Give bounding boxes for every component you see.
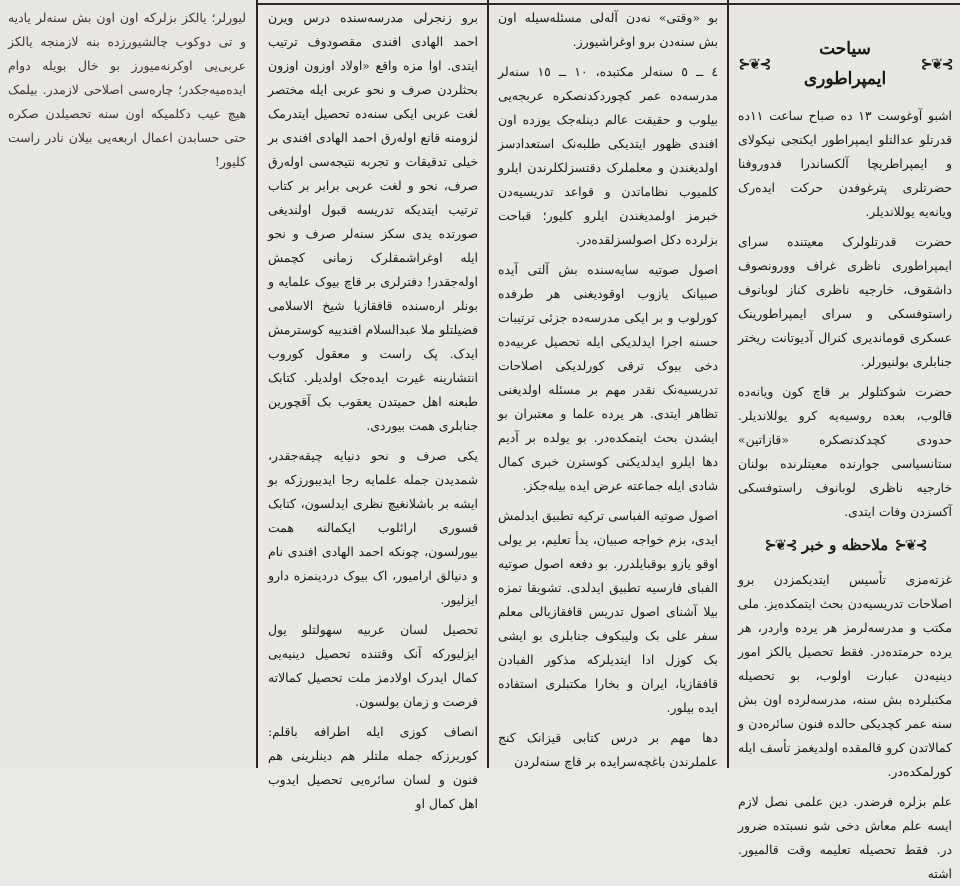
column-rule — [256, 0, 258, 768]
column-4 — [0, 0, 254, 768]
paragraph: علم بزلرە فرضدر. دین علمی نصل لازم ایسە علم معاش دخی شو نسبتدە ضرور در. فقط تحصیلە تعلیمە وقت قالمیور. اشتە — [738, 794, 952, 881]
paragraph: دها مهم بر درس کتابی قیزانک کنج علملرندن باغچەسرایدە بر قاچ سنەلردن — [498, 730, 718, 769]
ornament-right: ⊱❦⊰ — [920, 55, 952, 73]
column-2 — [490, 0, 726, 768]
section-heading-imperial-journey — [738, 34, 952, 94]
paragraph: اصول صوتیە الفباسی ترکیە تطبیق ایدلمش ایدی، بزم خواجە صبیان، یدأ تعلیم، بر یولی اوقو یازو بوقبایلدرر. بو دفعە اصول صوتیە الفبای فارسیە تطبیق ایدلدی. تشویقا تمزە بیلا آشنای اصول تدریس قافقازیالی معلم سفر علی بک ولیبکوف جنابلری بو ایشی بک کوزل ادا ایتدیلرکە مذکور الفبادن قافقازیا، ایران و بخارا مکتبلری استفادە ایدە بیلور. — [498, 508, 718, 715]
paragraph: برو زنجرلی مدرسەسندە درس ویرن احمد الهادی افندی مقصودوف ترتیب ایتدی. اوا مزە واقع «اولاد اوزون اوزون بحثلردن صرف و نحو عربی ایلە مختصر لغت عربی ایکی سنەدە تحصیل ایتدرمک لزومنە قانع اولەرق احمد الهادی افندی بر خیلی تدقیقات و تجربە نتیجەسی اولەرق صرف، نحو و لغت عربی برابر بر کتاب ترتیب ایتدیکە تدریسە قبول اولندیغی صورتدە یدی سکز سنەلر صرف و نحو ایلە اوغراشمقلرک زمانی کچمش اولەجقدر! دفترلری بر قاچ بیوک علمایە و بونلر ارەسندە قافقازیا شیخ الاسلامی فضیلتلو ملا عبدالسلام افندییە کوسترمش ایدک. پک راست و معقول کوروب انتشارینە غیرت ایدەجک اولدیلر. کتابک طبعنە اهل حمیتدن یعقوب بک آقچورین جنابلری همت بیوردی. — [268, 10, 478, 433]
paragraph: انصاف کوزی ایلە اطرافە باقلم: کوریرزکە جملە ملتلر هم دینلرینی هم فنون و لسان سائرەیی تحصیل ایدوب اهل کمال او — [268, 724, 478, 811]
column-rule — [487, 0, 489, 768]
ornament-left: ⊱❦⊰ — [764, 536, 796, 554]
heading-title: سیاحت ایمپراطوری — [803, 39, 887, 89]
paragraph: غزتەمزی تأسیس ایتدیکمزدن برو اصلاحات تدریسیەدن بحث ایتمکدەیز. ملی مکتب و مدرسەلرمز هر یردە واردر، هر یردە حرمتدەدر. فقط تحصیل یالکز امور دینیەدن عبارت اولوب، بو تحصیلە مکتبلردە بش سنە، مدرسەلردە اون بش سنە عمر کچدیکی حالدە فنون سائرەدن و کمالاتدن کرو قالمقدە اولدیغمز تأسف ایلە کورلمکدەدر. — [738, 572, 952, 779]
column-rule — [727, 0, 729, 768]
heading-title: ملاحظە و خبر — [801, 536, 889, 554]
ornament-right: ⊱❦⊰ — [894, 536, 926, 554]
paragraph: لیورلر؛ یالکز بزلرکە اون اون بش سنەلر یادیە و تی دوکوب چالشیورزدە بنە لازمنجە یالکز عربی‌یی اوکرنەمیورز بو خال بویلە دوام ایدەمیەجکدر؛ چارەسی اصلاحی لازمدر. بیلمک هیچ عیب دکلمیکە اون سنە تحصیلدن صکرە حتی حسابدن اعمال اربعەیی بیلان نادر راست کلیور! — [8, 10, 246, 169]
paragraph: بو «وقتی» نەدن آلەلی مسئلەسیلە اون بش سنەدن برو اوغراشیورز. — [498, 10, 718, 49]
section-heading-notes-and-news — [738, 530, 952, 560]
paragraph: اصول صوتیە سایەسندە بش آلتی آیدە صبیانک یازوب اوقودیغنی هر طرفدە کورلوب و بر ایکی مدرسەدە جزئی ترتیبات حسنە اجرا ایدلدیکی ایلە تحصیل عربیەدە دخی بیوک ترقی کورلدیکی اصلاحات تدریسیەنک نقدر مهم بر مسئلە اولدیغنی تظاهر ایتدی. هر یردە علما و معتبران بو ایشدن بحث ایتمکدەدر. بو یولدە بر آدیم دها ایلرو ایدلدیکنی کوسترن خبری کمال شادی ایلە جماعتە عرض ایدە بیلەجکز. — [498, 262, 718, 493]
paragraph: حضرت قدرتلولرک معیتندە سرای ایمپراطوری ناظری غراف وورونصوف داشقوف، خارجیە ناظری کناز لوبانوف راستوفسکی و سرای ایمپراطورینک عسکری قوماندیری کنرال آدیوتانت ریختر جنابلری بولنیورلر. — [738, 234, 952, 369]
paragraph: تحصیل لسان عربیە سهولتلو یول ایزلیورکە آنک وقتندە تحصیل دینیەیی کمال ایدرک اولادمز ملت تحصیل کمالاتە فرصت و زمان بولسون. — [268, 622, 478, 709]
column-1 — [730, 0, 960, 881]
paragraph: ٤ ــ ٥ سنەلر مکتبدە، ١٠ ــ ١٥ سنەلر مدرسەدە عمر کچوردکدنصکرە عربجەیی بیلوب و حقیقت عالم دینلەجک یوزدە اون افندی ظهور ایتدیکی طلبەنک استعدادسز اولدیغندن و معلملرک دقتسزلکلرندن ایلرو کلمیوب نظاماتدن و قواعد تدریسیەدن خبرمز اولمدیغندن ایلرو کلیور؛ قباحت بزلردە دکل اصولسزلقدەدر. — [498, 64, 718, 247]
paragraph: حضرت شوکتلولر بر قاچ کون ویانەدە قالوب، بعدە روسیەیە کرو یوللاندیلر. حدودی کچدکدنصکرە «قازاتین» ستانسیاسی جوارندە معیتلرندە بولنان خارجیە ناظری لوبانوف راستوفسکی آکسزدن وفات ایتدی. — [738, 384, 952, 519]
paragraph: اشبو آوغوست ۱۳ دە صباح ساعت ۱۱دە قدرتلو عدالتلو ایمپراطور ایکنجی نیکولای و ایمپراطریچا آلکساندرا فدوروفنا حضرتلری پترغوفدن حرکت ایدەرک ویانەیە یوللاندیلر. — [738, 108, 953, 219]
column-3 — [260, 0, 486, 811]
paragraph: یکی صرف و نحو دنیایە چیقەجقدر، شمدیدن جملە علمایە رجا ایدیبورزکە بو ایشە بر باشلانغیچ نظری ایدلسون، کتابک قسوری ارائلوب ایکمالنە همت بیورلسون، چونکە احمد الهادی افندی نام و دنیالق ارامیور، اک بیوک دردینمزە دارو ایزلیور. — [268, 448, 478, 607]
ornament-left: ⊱❦⊰ — [738, 55, 770, 73]
